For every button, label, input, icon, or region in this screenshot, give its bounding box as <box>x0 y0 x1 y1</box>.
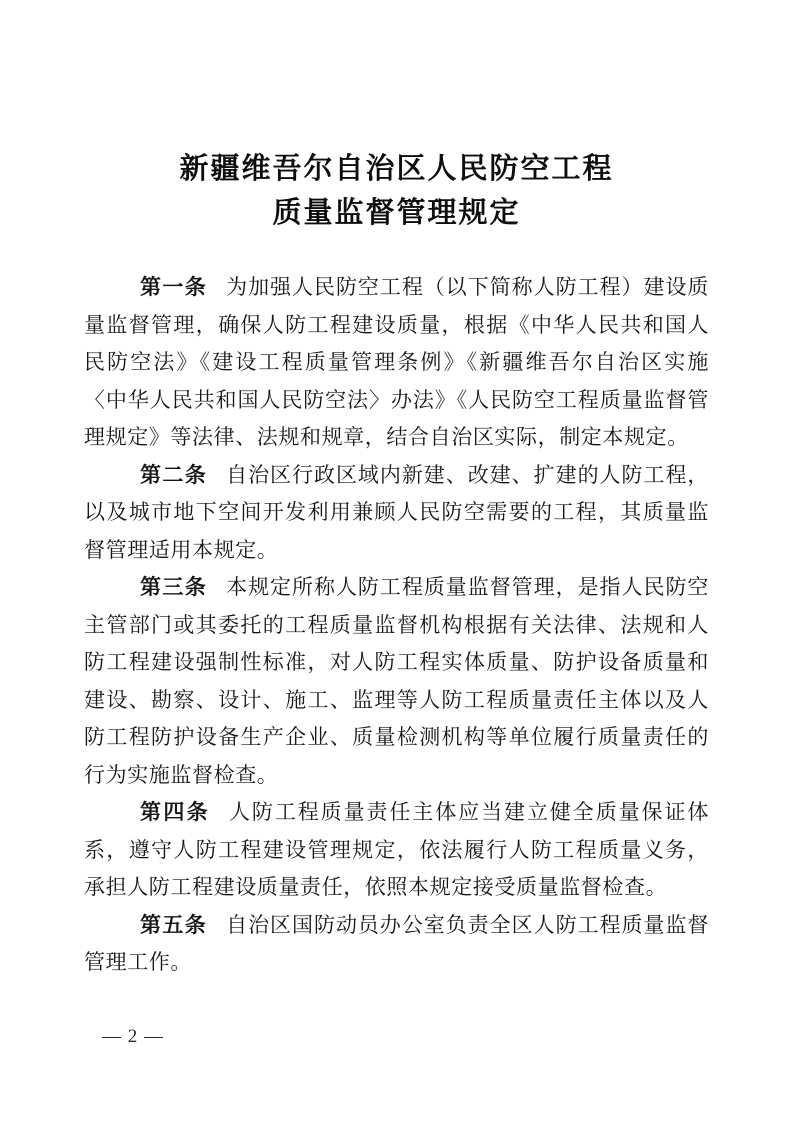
articles-body <box>84 269 709 982</box>
article-2-text: 自治区行政区域内新建、改建、扩建的人防工程，以及城市地下空间开发利用兼顾人民防空需要的工程，其质量监督管理适用本规定。 <box>84 462 710 562</box>
article-4-label: 第四条 <box>140 801 210 824</box>
article-3-text: 本规定所称人防工程质量监督管理，是指人民防空主管部门或其委托的工程质量监督机构根据有关法律、法规和人防工程建设强制性标准，对人防工程实体质量、防护设备质量和建设、勘察、设计、施工、监理等人防工程质量责任主体以及人防工程防护设备生产企业、质量检测机构等单位履行质量责任的行为实施监督检查。 <box>84 575 710 787</box>
article-2-label: 第二条 <box>140 463 208 487</box>
document-title-line-2: 质量监督管理规定 <box>272 197 521 229</box>
page-number: — 2 — <box>102 1026 164 1047</box>
article-5 <box>84 907 709 982</box>
document-title <box>84 147 709 235</box>
article-5-text: 自治区国防动员办公室负责全区人防工程质量监督管理工作。 <box>84 912 710 974</box>
document-title-line-1: 新疆维吾尔自治区人民防空工程 <box>179 153 614 185</box>
article-5-label: 第五条 <box>140 913 208 937</box>
article-2 <box>84 457 709 570</box>
article-4 <box>84 794 709 907</box>
article-4-text: 人防工程质量责任主体应当建立健全质量保证体系，遵守人防工程建设管理规定，依法履行人防工程质量义务，承担人防工程建设质量责任，依照本规定接受质量监督检查。 <box>84 800 709 899</box>
article-1-text: 为加强人民防空工程（以下简称人防工程）建设质量监督管理，确保人防工程建设质量，根据《中华人民共和国人民防空法》《建设工程质量管理条例》《新疆维吾尔自治区实施〈中华人民共和国人民防空法〉办法》《人民防空工程质量监督管理规定》等法律、法规和规章，结合自治区实际，制定本规定。 <box>84 275 710 449</box>
article-1-label: 第一条 <box>140 276 208 299</box>
article-3-label: 第三条 <box>140 576 208 599</box>
article-3 <box>84 569 709 794</box>
article-1 <box>84 269 709 457</box>
